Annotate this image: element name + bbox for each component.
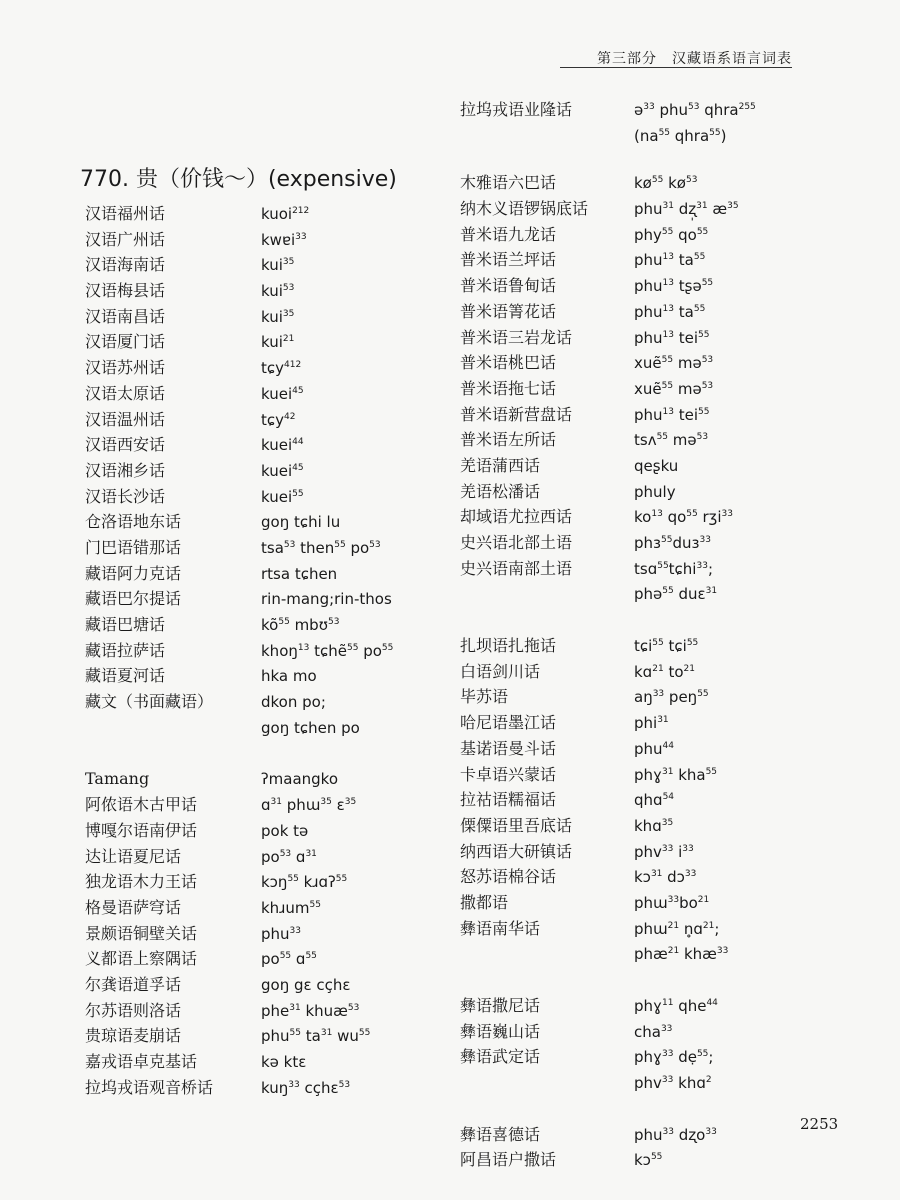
word-form: kui$^{21}$ xyxy=(261,333,295,352)
language-name: 藏文（书面藏语） xyxy=(85,692,214,712)
language-name: 彝语武定话 xyxy=(460,1047,541,1067)
word-form: phu$^{13}$ tei$^{55}$ xyxy=(634,328,710,347)
language-name: 彝语撒尼话 xyxy=(460,996,541,1015)
language-name: 普米语三岩龙话 xyxy=(460,327,573,347)
entry-row xyxy=(85,821,393,847)
entry-row xyxy=(460,1022,756,1048)
language-name: 藏语阿力克话 xyxy=(85,563,182,583)
word-form: goŋ tɕhi lu xyxy=(261,513,341,532)
entry-row xyxy=(85,410,393,436)
entry-row xyxy=(85,692,393,718)
language-name: 卡卓语兴蒙话 xyxy=(460,764,557,784)
language-name: 阿昌语户撒话 xyxy=(460,1150,557,1170)
entry-row xyxy=(85,1052,393,1078)
entry-row xyxy=(85,281,393,307)
group-gap xyxy=(460,970,756,996)
entry-row xyxy=(460,636,756,662)
group-gap xyxy=(460,1099,756,1125)
word-form: phu$^{44}$ xyxy=(634,739,674,758)
entry-row xyxy=(460,1125,756,1151)
language-name: 尔龚语道孚话 xyxy=(85,974,182,994)
word-form: tsʌ$^{55}$ mə$^{53}$ xyxy=(634,431,709,450)
language-name: 撒都语 xyxy=(460,892,509,912)
entry-row xyxy=(460,173,756,199)
word-form: kɔ$^{31}$ dɔ$^{33}$ xyxy=(634,868,697,887)
word-form: phi$^{31}$ xyxy=(634,714,669,733)
entry-row xyxy=(85,949,393,975)
right-column xyxy=(460,100,756,1176)
language-name: 基诺语曼斗话 xyxy=(460,738,557,758)
word-form: xuẽ$^{55}$ mə$^{53}$ xyxy=(634,379,714,398)
entry-row xyxy=(460,662,756,688)
language-name: 纳西语大研镇话 xyxy=(460,841,573,861)
entry-row xyxy=(460,765,756,791)
entry-row xyxy=(85,872,393,898)
entry-row xyxy=(460,867,756,893)
word-form: tɕy$^{42}$ xyxy=(261,410,296,429)
word-form: phuly xyxy=(634,482,676,501)
running-header: 第三部分 汉藏语系语言词表 xyxy=(597,51,792,67)
entry-row xyxy=(460,456,756,482)
language-name: 怒苏语棉谷话 xyxy=(460,867,557,887)
entry-row xyxy=(85,1078,393,1104)
entry-row xyxy=(460,225,756,251)
language-name: 仓洛语地东话 xyxy=(85,512,182,532)
language-name: 普米语箐花话 xyxy=(460,301,557,321)
word-form: phu$^{55}$ $ta^{31}$ $wu^{55}$ xyxy=(261,1027,371,1046)
word-form: khɑ$^{35}$ xyxy=(634,816,674,835)
language-name: 义都语上察隅话 xyxy=(85,949,198,969)
group-gap xyxy=(460,151,756,173)
entry-row xyxy=(460,559,756,585)
entry-row xyxy=(85,795,393,821)
word-form: kui$^{35}$ xyxy=(261,256,295,275)
entry-row xyxy=(85,589,393,615)
language-name: 史兴语南部土语 xyxy=(460,558,573,578)
entry-row xyxy=(85,641,393,667)
word-form: $po^{55}$ ɑ$^{55}$ xyxy=(261,950,317,969)
language-name: 毕苏语 xyxy=(460,687,509,707)
entry-row xyxy=(85,1026,393,1052)
entry-row xyxy=(460,379,756,405)
entry-row xyxy=(85,332,393,358)
word-form: kwɐi$^{33}$ xyxy=(261,230,307,249)
entry-row xyxy=(85,615,393,641)
entry-row xyxy=(460,302,756,328)
language-name: 独龙语木力王话 xyxy=(85,872,198,892)
language-name: 哈尼语墨江话 xyxy=(460,713,557,733)
language-name: 汉语福州话 xyxy=(85,204,166,223)
word-form: rin-mang;rin-thos xyxy=(261,590,392,609)
word-form: phɣ$^{31}$ kha$^{55}$ xyxy=(634,765,718,784)
word-form: phu$^{13}$ tei$^{55}$ xyxy=(634,405,710,424)
language-name: 普米语桃巴话 xyxy=(460,353,557,373)
word-form: goŋ tɕhen po xyxy=(261,718,360,737)
language-name: 却域语尤拉西话 xyxy=(460,507,573,527)
entry-row xyxy=(85,769,393,795)
language-name: 普米语新营盘话 xyxy=(460,404,573,424)
word-form: pok tə xyxy=(261,821,309,840)
word-form: phu$^{13}$ tʂə$^{55}$ xyxy=(634,277,714,296)
word-form: kɑ$^{21}$ $to^{21}$ xyxy=(634,662,695,681)
word-form: khoŋ$^{13}$ tɕhẽ$^{55}$ $po^{55}$ xyxy=(261,641,394,660)
entry-row xyxy=(460,1047,756,1073)
word-form: kui$^{35}$ xyxy=(261,307,295,326)
entry-row xyxy=(85,718,393,744)
entry-row xyxy=(85,1001,393,1027)
entry-row xyxy=(460,816,756,842)
entry-row xyxy=(460,996,756,1022)
word-form: kuoi$^{212}$ xyxy=(261,205,310,223)
word-form: dkon po; xyxy=(261,693,326,712)
word-form: tɕi$^{55}$ tɕi$^{55}$ xyxy=(634,637,699,656)
language-name: 嘉戎语卓克基话 xyxy=(85,1052,198,1071)
language-name: 达让语夏尼话 xyxy=(85,846,182,866)
language-name: 羌语松潘话 xyxy=(460,481,541,501)
word-form: phv$^{33}$ khɑ$^2$ xyxy=(634,1074,712,1093)
word-form: phu$^{33}$ xyxy=(261,924,301,943)
entry-row xyxy=(460,584,756,610)
entry-title: 770. 贵（价钱～）(expensive) xyxy=(80,167,397,192)
language-name: 景颇语铜壁关话 xyxy=(85,923,198,943)
language-name: 拉祜语糯福话 xyxy=(460,790,557,810)
language-name: 羌语蒲西话 xyxy=(460,455,541,475)
entry-row xyxy=(460,353,756,379)
entry-row xyxy=(85,307,393,333)
word-form: kɔ$^{55}$ xyxy=(634,1151,663,1170)
entry-row xyxy=(85,384,393,410)
language-name: 纳木义语锣锅底话 xyxy=(460,199,589,219)
entry-row xyxy=(85,975,393,1001)
entry-row xyxy=(460,507,756,533)
word-form: rtsa tɕhen xyxy=(261,564,338,583)
word-form: kə ktɛ xyxy=(261,1053,307,1071)
word-form: kuei$^{44}$ xyxy=(261,436,304,455)
language-name: 拉坞戎语观音桥话 xyxy=(85,1077,214,1097)
entry-row xyxy=(460,1073,756,1099)
entry-row xyxy=(85,924,393,950)
entry-row xyxy=(85,898,393,924)
entry-row xyxy=(460,1150,756,1176)
entry-row xyxy=(460,328,756,354)
word-form: hka mo xyxy=(261,667,317,686)
language-name: 普米语拖七话 xyxy=(460,378,557,398)
language-name: 汉语厦门话 xyxy=(85,332,166,352)
language-name: Tamang xyxy=(85,769,150,789)
word-form: kɔŋ$^{55}$ kɹɑʔ$^{55}$ xyxy=(261,873,348,892)
word-form: tsɑ$^{55}$tɕhi$^{33}$; xyxy=(634,559,713,578)
entry-row xyxy=(85,204,393,230)
word-form: phu$^{33}$ dʐo$^{33}$ xyxy=(634,1125,717,1144)
entry-row xyxy=(85,255,393,281)
language-name: 普米语兰坪话 xyxy=(460,250,557,270)
word-form: $kø^{55}$ $kø^{53}$ xyxy=(634,174,698,193)
entry-row xyxy=(460,126,756,152)
language-name: 汉语湘乡话 xyxy=(85,460,166,480)
language-name: 汉语南昌话 xyxy=(85,306,166,326)
language-name: 彝语南华话 xyxy=(460,918,541,938)
word-form: phɯ$^{21}$ n̥ɑ$^{21}$; xyxy=(634,919,720,938)
entry-row xyxy=(85,666,393,692)
word-form: $kõ^{55}$ mbʊ$^{53}$ xyxy=(261,616,340,634)
word-form: phɣ$^{11}$ qhe$^{44}$ xyxy=(634,997,718,1015)
entry-row xyxy=(460,276,756,302)
entry-row xyxy=(460,919,756,945)
entry-row xyxy=(460,533,756,559)
language-name: 彝语喜德话 xyxy=(460,1124,541,1144)
word-form: tsa$^{53}$ then$^{55}$ $po^{53}$ xyxy=(261,538,381,557)
word-form: phɜ$^{55}$duɜ$^{33}$ xyxy=(634,534,711,552)
word-form: qhɑ$^{54}$ xyxy=(634,791,675,810)
entry-row xyxy=(85,461,393,487)
word-form: kuŋ$^{33}$ cçhɛ$^{53}$ xyxy=(261,1078,351,1097)
word-form: $po^{53}$ ɑ$^{31}$ xyxy=(261,847,317,866)
entry-row xyxy=(460,842,756,868)
entry-row xyxy=(460,739,756,765)
entry-row xyxy=(460,405,756,431)
language-name: 汉语温州话 xyxy=(85,409,166,429)
word-form: cha$^{33}$ xyxy=(634,1022,673,1041)
language-name: 阿侬语木古甲话 xyxy=(85,795,198,815)
language-name: 汉语海南话 xyxy=(85,255,166,275)
entry-row xyxy=(85,564,393,590)
entry-row xyxy=(460,430,756,456)
language-name: 扎坝语扎拖话 xyxy=(460,636,557,656)
word-form: ʔmaangko xyxy=(261,770,339,789)
language-name: 汉语广州话 xyxy=(85,229,166,249)
word-form: phu$^{13}$ $ta^{55}$ xyxy=(634,251,706,270)
language-name: 尔苏语则洛话 xyxy=(85,1000,182,1020)
entry-row xyxy=(85,358,393,384)
language-name: 格曼语萨穹话 xyxy=(85,897,182,917)
language-name: 傈僳语里吾底话 xyxy=(460,815,573,835)
language-name: 汉语太原话 xyxy=(85,383,166,403)
entry-row xyxy=(460,944,756,970)
language-name: 彝语巍山话 xyxy=(460,1021,541,1041)
language-name: 藏语巴塘话 xyxy=(85,615,166,634)
entry-row xyxy=(460,790,756,816)
language-name: 汉语西安话 xyxy=(85,435,166,455)
group-gap xyxy=(85,743,393,769)
word-form: $ko^{13}$ $qo^{55}$ rʒi$^{33}$ xyxy=(634,508,733,527)
language-name: 普米语九龙话 xyxy=(460,224,557,244)
entry-row xyxy=(85,847,393,873)
language-name: 汉语长沙话 xyxy=(85,486,166,506)
language-name: 汉语苏州话 xyxy=(85,358,166,378)
entry-row xyxy=(85,512,393,538)
word-form: phu$^{31}$ dʐ̩$^{31}$ $æ^{35}$ xyxy=(634,200,739,219)
word-form: kuei$^{45}$ xyxy=(261,461,304,480)
group-gap xyxy=(460,610,756,636)
language-name: 木雅语六巴话 xyxy=(460,173,557,193)
word-form: phv$^{33}$ $i^{33}$ xyxy=(634,842,694,861)
entry-row xyxy=(85,538,393,564)
language-name: 博嘎尔语南伊话 xyxy=(85,820,198,840)
word-form: qeʂku xyxy=(634,456,679,475)
word-form: phy$^{55}$ $qo^{55}$ xyxy=(634,225,709,244)
language-name: 藏语巴尔提话 xyxy=(85,589,182,609)
entry-row xyxy=(460,199,756,225)
language-name: 藏语夏河话 xyxy=(85,666,166,686)
entry-row xyxy=(460,687,756,713)
entry-row xyxy=(460,713,756,739)
word-form: phɣ$^{33}$ dẹ$^{55}$; xyxy=(634,1048,714,1067)
language-name: 门巴语错那话 xyxy=(85,537,182,557)
word-form: phæ$^{21}$ khæ$^{33}$ xyxy=(634,945,729,964)
word-form: khɹum$^{55}$ xyxy=(261,898,321,917)
language-name: 白语剑川话 xyxy=(460,661,541,681)
language-name: 史兴语北部土语 xyxy=(460,533,573,552)
word-form: ə$^{33}$ phu$^{53}$ qhra$^{255}$ xyxy=(634,101,756,119)
language-name: 拉坞戎语业隆话 xyxy=(460,100,573,119)
entry-row xyxy=(460,482,756,508)
word-form: tɕy$^{412}$ xyxy=(261,359,302,378)
language-name: 普米语左所话 xyxy=(460,430,557,450)
left-column xyxy=(85,204,393,1103)
page-number: 2253 xyxy=(800,1115,839,1133)
language-name: 汉语梅县话 xyxy=(85,281,166,301)
language-name: 贵琼语麦崩话 xyxy=(85,1026,182,1046)
entry-row xyxy=(460,893,756,919)
entry-row xyxy=(85,230,393,256)
language-name: 普米语鲁甸话 xyxy=(460,276,557,296)
word-form: ɑ$^{31}$ phɯ$^{35}$ ɛ$^{35}$ xyxy=(261,796,357,815)
word-form: phu$^{13}$ $ta^{55}$ xyxy=(634,302,706,321)
word-form: phe$^{31}$ khuæ$^{53}$ xyxy=(261,1001,360,1020)
word-form: xuẽ$^{55}$ mə$^{53}$ xyxy=(634,354,714,373)
word-form: phə$^{55}$ duɛ$^{31}$ xyxy=(634,585,718,604)
language-name: 藏语拉萨话 xyxy=(85,640,166,660)
word-form: $phɯ^{33}bo^{21}$ xyxy=(634,893,710,912)
entry-row xyxy=(460,250,756,276)
word-form: ($na^{55}$ qhra$^{55}$) xyxy=(634,126,727,145)
word-form: kuei$^{55}$ xyxy=(261,487,304,506)
entry-row xyxy=(85,435,393,461)
entry-row xyxy=(460,100,756,126)
word-form: kui$^{53}$ xyxy=(261,282,295,301)
word-form: goŋ gɛ cçhɛ xyxy=(261,975,351,994)
word-form: kuei$^{45}$ xyxy=(261,384,304,403)
word-form: $aŋ^{33}$ peŋ$^{55}$ xyxy=(634,688,709,707)
entry-row xyxy=(85,487,393,513)
header-rule xyxy=(560,67,792,68)
